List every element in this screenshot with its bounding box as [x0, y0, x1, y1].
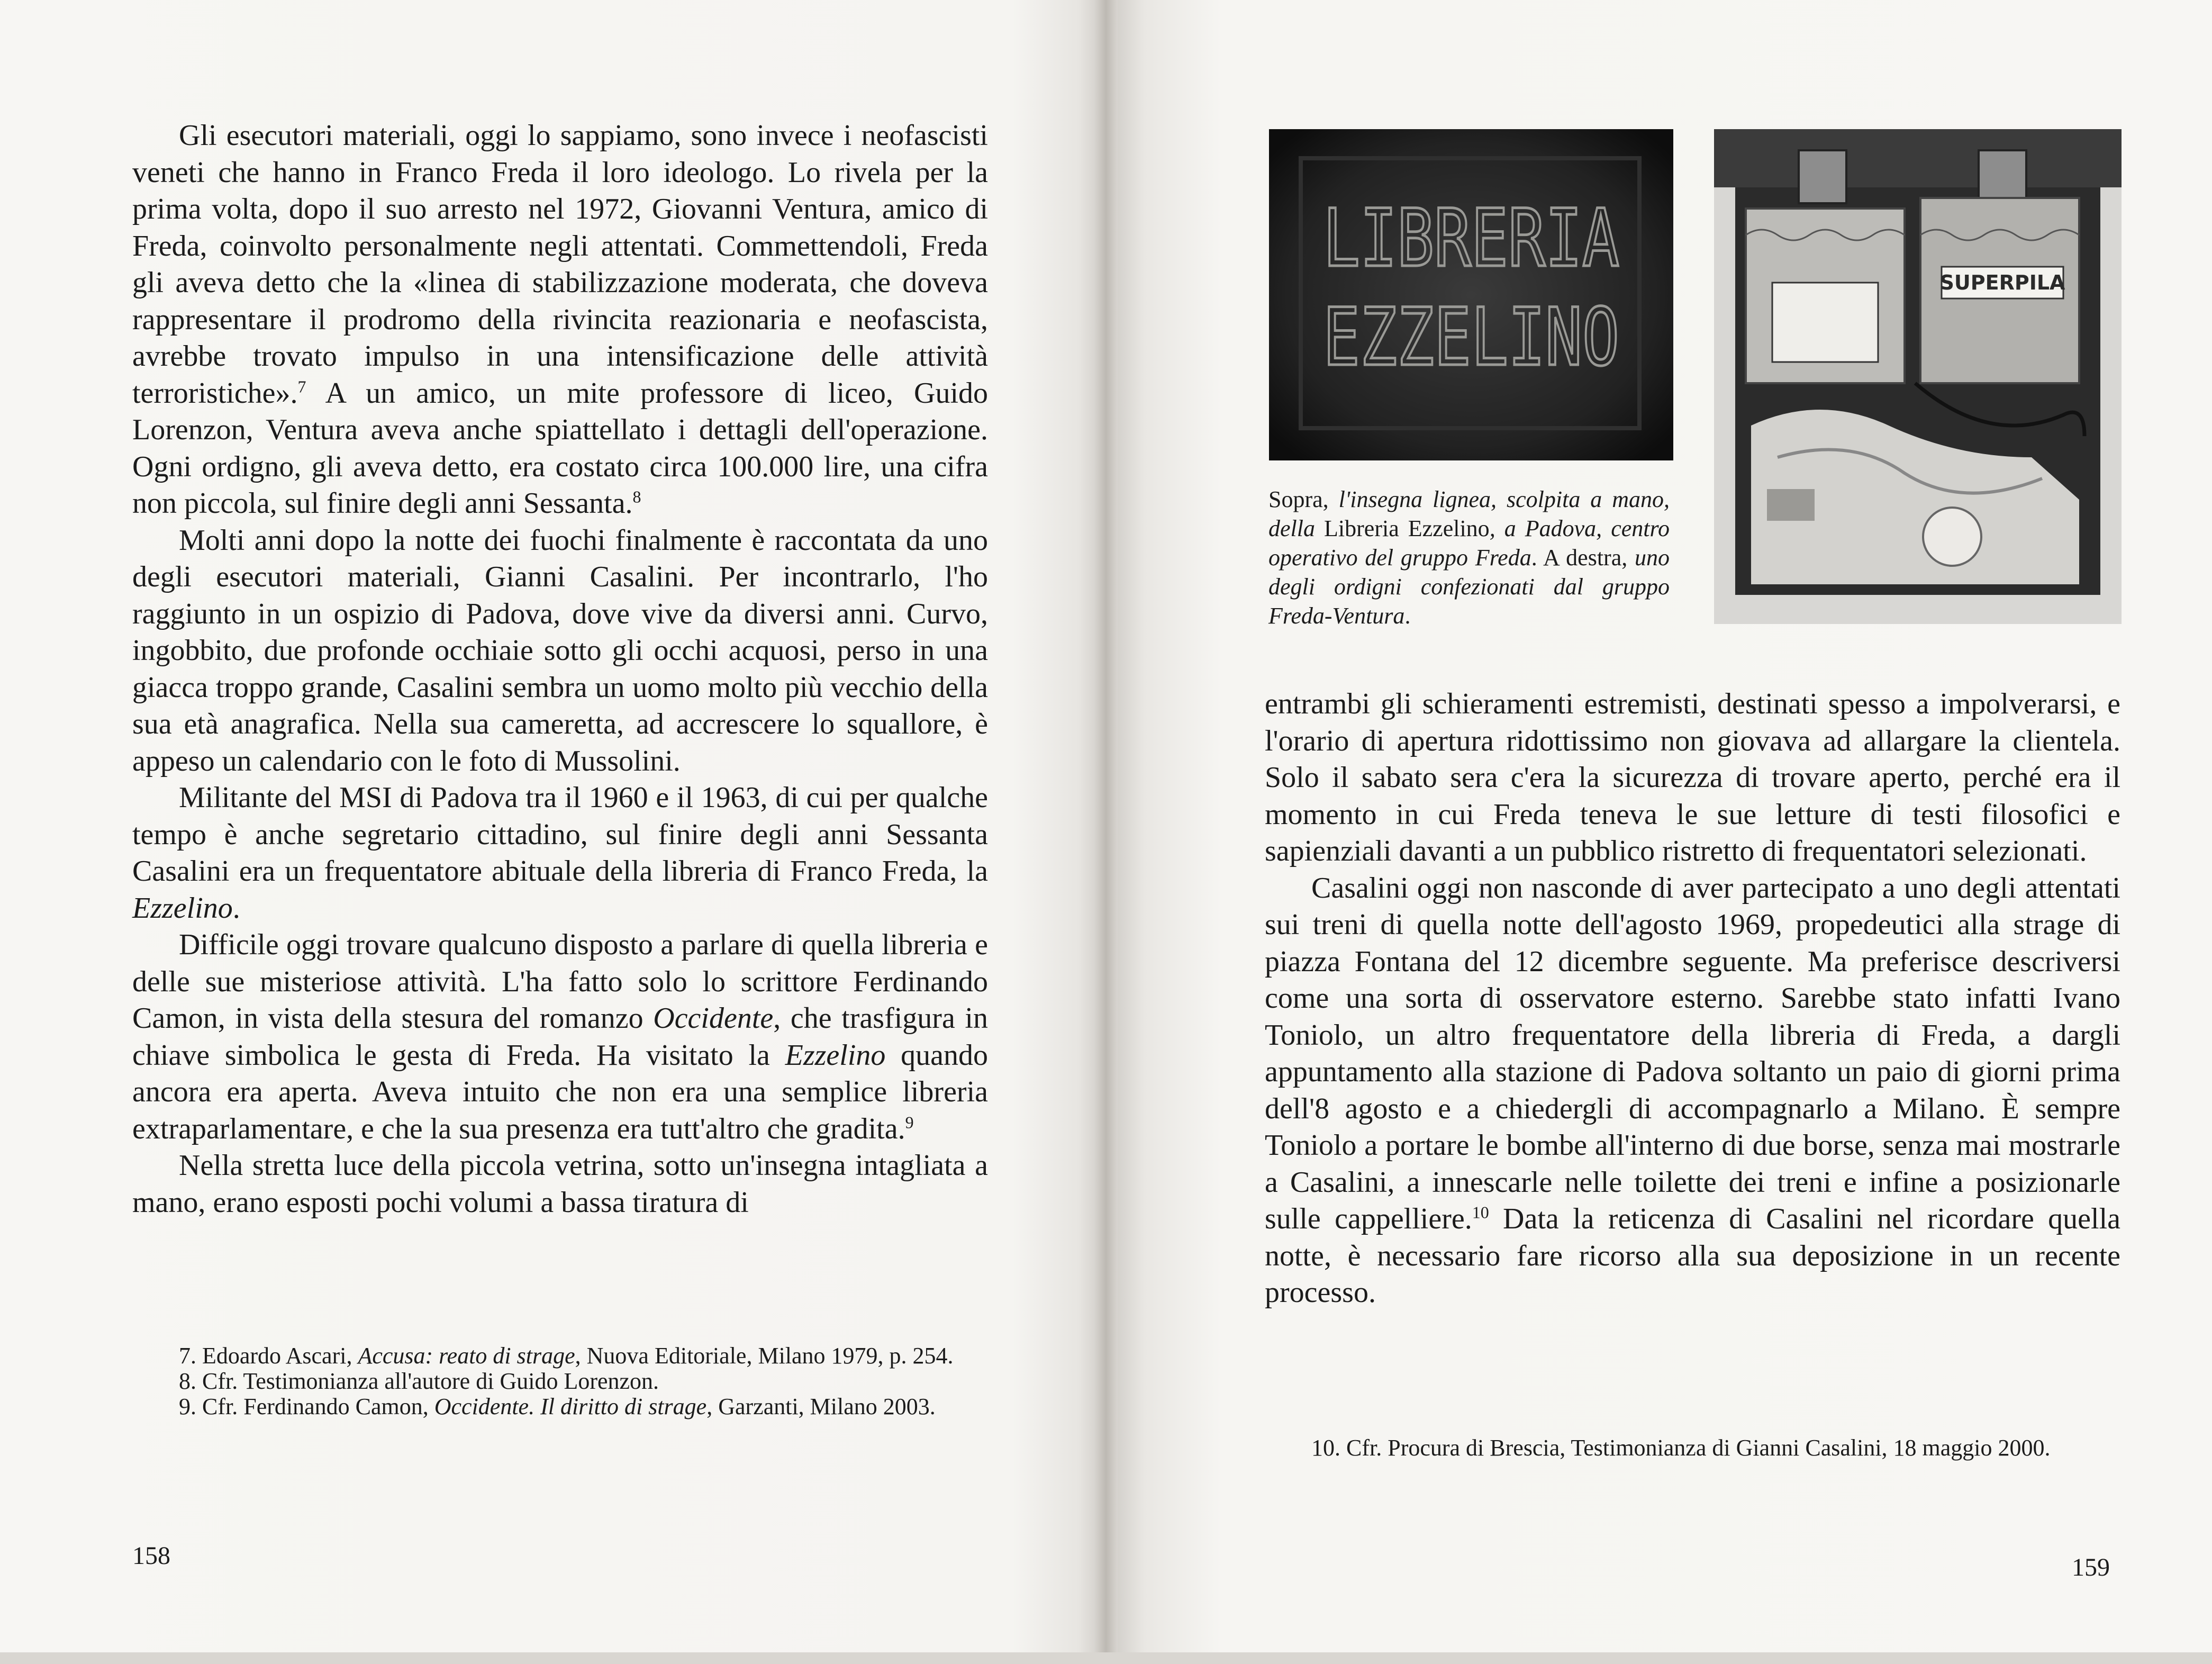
sign-line-1: LIBRERIA: [1323, 193, 1619, 285]
scan-edge: [0, 1652, 2212, 1664]
photo-caption: Sopra, l'insegna lignea, scolpita a mano, della Libreria Ezzelino, a Padova, centro operativo del gruppo Freda. A destra, uno degli ordigni confezionati dal gruppo Freda-Ventura.: [1268, 486, 1670, 629]
sign-line-2: EZZELINO: [1323, 292, 1619, 384]
left-footnotes: [132, 1343, 988, 1419]
paragraph: entrambi gli schieramenti estremisti, destinati spesso a impolverarsi, e l'orario di apertura ridottissimo non giovava ad allargare la clientela. Solo il sabato sera c'era la sicurezza di trovare aperto, perché era il momento in cui Freda teneva le sue letture di testi filosofici e sapienziali davanti a un pubblico ristretto di frequentatori selezionati.: [1265, 688, 2120, 867]
right-footnotes: [1265, 1435, 2120, 1461]
photo-libreria-sign: [1269, 129, 1673, 460]
footnote-10: 10. Cfr. Procura di Brescia, Testimonianza di Gianni Casalini, 18 maggio 2000.: [1311, 1435, 2051, 1461]
book-gutter: [1094, 0, 1118, 1664]
footnote-7: 7. Edoardo Ascari, Accusa: reato di strage, Nuova Editoriale, Milano 1979, p. 254.: [179, 1343, 954, 1369]
paragraph: Casalini oggi non nasconde di aver partecipato a uno degli attentati sui treni di quella notte dell'agosto 1969, propedeutici alla strage di piazza Fontana del 12 dicembre seguente. Ma preferisce descriversi come una sorta di osservatore esterno. Sarebbe stato infatti Ivano Toniolo, un altro frequentatore della libreria di Freda, a dargli appuntamento alla stazione di Padova soltanto un paio di giorni prima dell'8 agosto e a chiedergli di accompagnarlo a Milano. È sempre Toniolo a portare le bombe all'interno di due borse, senza mai mostrarle a Casalini, a innescarle nelle toilette dei treni e infine a posizionarle sulle cappelliere.$^{10}$ Data la reticenza di Casalini nel ricordare quella notte, è necessario fare ricorso alla sua deposizione in un recente processo.: [1265, 871, 2120, 1309]
right-page-body: [1265, 686, 2120, 1312]
footnote-ref-9: 9: [905, 1112, 914, 1132]
left-page-body: [132, 117, 988, 1221]
footnote-8: 8. Cfr. Testimonianza all'autore di Guido Lorenzon.: [179, 1368, 659, 1394]
battery-label: SUPERPILA: [1939, 271, 2065, 294]
sign-photo-graphic: [1269, 129, 1673, 460]
paragraph: Difficile oggi trovare qualcuno disposto a parlare di quella libreria e delle sue misteriose attività. L'ha fatto solo lo scrittore Ferdinando Camon, in vista della stesura del romanzo Occidente, che trasfigura in chiave simbolica le gesta di Freda. Ha visitato la Ezzelino quando ancora era aperta. Aveva intuito che non era una semplice libreria extraparlamentare, e che la sua presenza era tutt'altro che gradita.$^9$: [132, 928, 988, 1145]
footnote-ref-7: 7: [297, 376, 306, 396]
bomb-photo-graphic: [1714, 129, 2122, 624]
footnote-9: 9. Cfr. Ferdinando Camon, Occidente. Il diritto di strage, Garzanti, Milano 2003.: [179, 1394, 936, 1419]
paragraph: Militante del MSI di Padova tra il 1960 e il 1963, di cui per qualche tempo è anche segretario cittadino, sul finire degli anni Sessanta Casalini era un frequentatore abituale della libreria di Franco Freda, la Ezzelino.: [132, 781, 988, 925]
paragraph: Molti anni dopo la notte dei fuochi finalmente è raccontata da uno degli esecutori materiali, Gianni Casalini. Per incontrarlo, l'ho raggiunto in un ospizio di Padova, dove vive da diversi anni. Curvo, ingobbito, due profonde occhiaie sotto gli occhi acquosi, perso in una giacca troppo grande, Casalini sembra un uomo molto più vecchio della sua età anagrafica. Nella sua cameretta, ad accrescere lo squallore, è appeso un calendario con le foto di Mussolini.: [132, 523, 988, 777]
photo-bomb-device: [1714, 129, 2122, 624]
page-number-right: 159: [2072, 1553, 2110, 1581]
paragraph: Gli esecutori materiali, oggi lo sappiamo, sono invece i neofascisti veneti che hanno in Franco Freda il loro ideologo. Lo rivela per la prima volta, dopo il suo arresto nel 1972, Giovanni Ventura, amico di Freda, coinvolto personalmente negli attentati. Commettendoli, Freda gli aveva detto che la «linea di stabilizzazione moderata, che doveva rappresentare il prodromo della rivincita reazionaria e neofascista, avrebbe trovato impulso in una intensificazione delle attività terroristiche».$^7$ A un amico, un mite professore di liceo, Guido Lorenzon, Ventura aveva anche spiattellato i dettagli dell'operazione. Ogni ordigno, gli aveva detto, era costato circa 100.000 lire, una cifra non piccola, sul finire degli anni Sessanta.$^8$: [132, 119, 988, 520]
footnote-ref-8: 8: [632, 487, 641, 507]
page-number-left: 158: [132, 1542, 170, 1570]
paragraph: Nella stretta luce della piccola vetrina, sotto un'insegna intagliata a mano, erano esposti pochi volumi a bassa tiratura di: [132, 1149, 988, 1219]
footnote-ref-10: 10: [1472, 1202, 1489, 1222]
